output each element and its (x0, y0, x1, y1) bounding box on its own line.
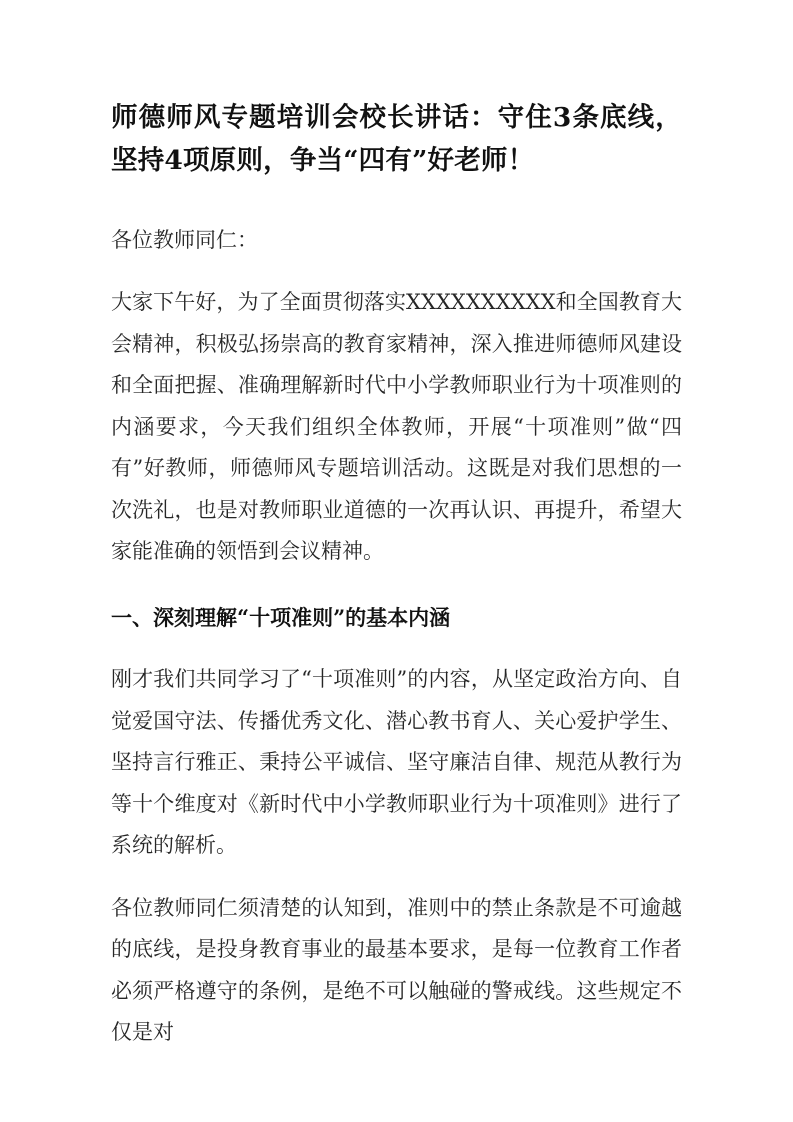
intro-paragraph: 大家下午好，为了全面贯彻落实XXXXXXXXXX和全国教育大会精神，积极弘扬崇高的教育家精神，深入推进师德师风建设和全面把握、准确理解新时代中小学教师职业行为十项准则的内涵要求，今天我们组织全体教师，开展“十项准则”做“四有”好教师，师德师风专题培训活动。这既是对我们思想的一次洗礼，也是对教师职业道德的一次再认识、再提升，希望大家能准确的领悟到会议精神。 (111, 290, 682, 563)
section-paragraph-1: 刚才我们共同学习了“十项准则”的内容，从坚定政治方向、自觉爱国守法、传播优秀文化、潜心教书育人、关心爱护学生、坚持言行雅正、秉持公平诚信、坚守廉洁自律、规范从教行为等十个维度对《新时代中小学教师职业行为十项准则》进行了系统的解析。 (111, 667, 682, 857)
salutation: 各位教师同仁： (111, 228, 258, 252)
document-body (111, 96, 682, 1054)
section-heading-one: 一、深刻理解“十项准则”的基本内涵 (111, 604, 451, 630)
document-title: 师德师风专题培训会校长讲话：守住3条底线，坚持4项原则，争当“四有”好老师！ (111, 102, 682, 176)
section-paragraph-2: 各位教师同仁须清楚的认知到，准则中的禁止条款是不可逾越的底线，是投身教育事业的最基本要求，是每一位教育工作者必须严格遵守的条例，是绝不可以触碰的警戒线。这些规定不仅是对 (111, 895, 682, 1044)
